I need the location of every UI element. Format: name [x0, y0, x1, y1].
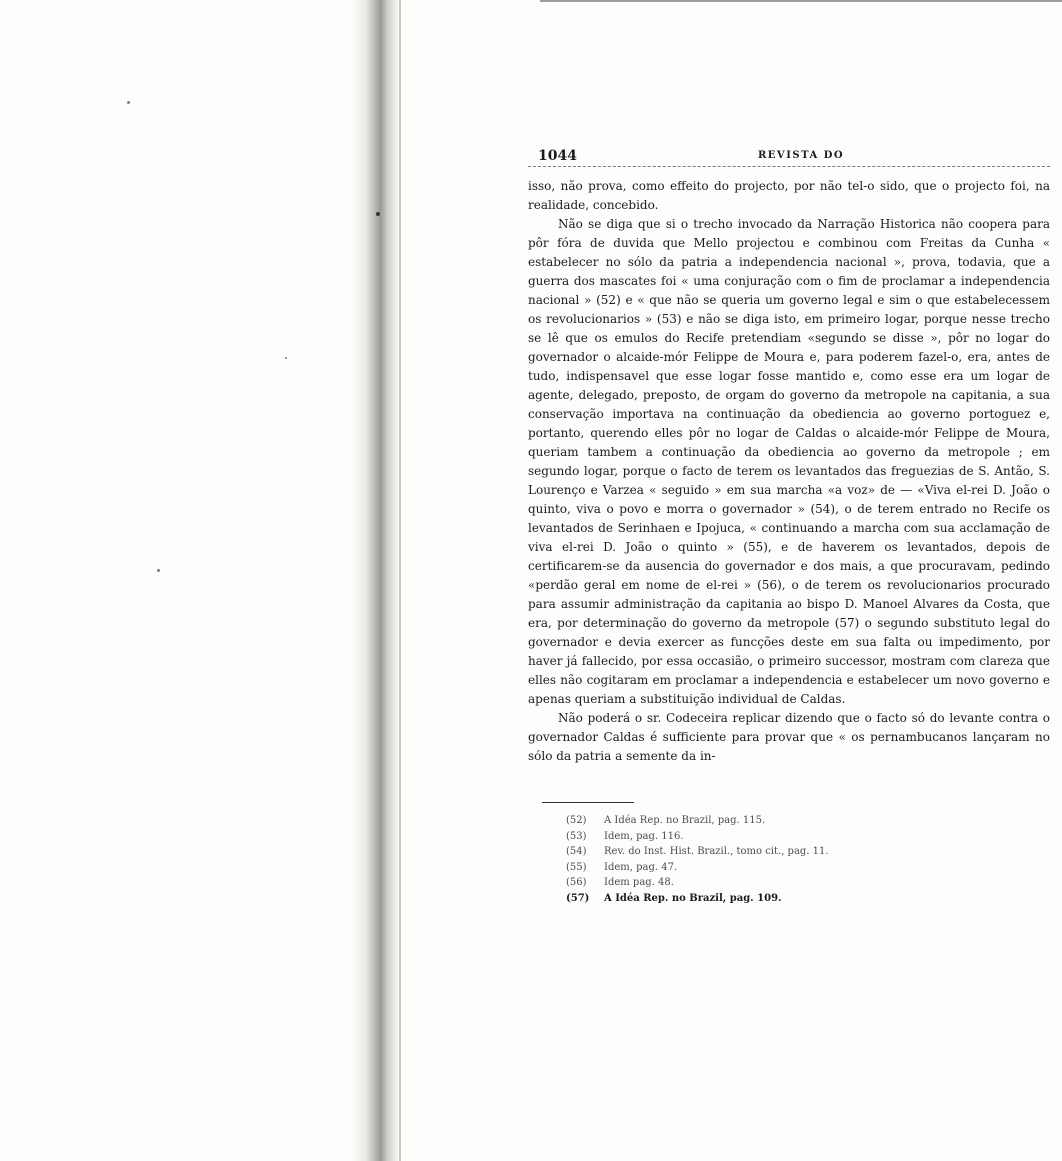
footnote [566, 875, 1050, 891]
footnote [566, 829, 1050, 845]
footnote-text: Rev. do Inst. Hist. Brazil., tomo cit., pag. 11. [604, 846, 829, 857]
footnote-separator [542, 802, 634, 803]
paragraph: Não poderá o sr. Codeceira replicar dizendo que o facto só do levante contra o governador Caldas é sufficiente para provar que « os pernambucanos lançaram no sólo da patria a semente da in- [528, 711, 1050, 763]
page-number: 1044 [538, 148, 577, 164]
gutter-edge-line [399, 0, 401, 1161]
footnote-number: (53) [566, 830, 587, 842]
footnote-number: (56) [566, 877, 587, 888]
footnote-text: Idem pag. 48. [604, 877, 674, 888]
footnote-text: A Idéa Rep. no Brazil, pag. 109. [604, 892, 782, 904]
scan-speck [285, 357, 287, 359]
top-page-edge [540, 0, 1062, 2]
scan-speck [376, 212, 380, 216]
footnote-number: (54) [566, 846, 587, 857]
footnote [566, 813, 1050, 829]
footnote-text: Idem, pag. 116. [604, 830, 684, 842]
footnote-number: (57) [566, 892, 590, 904]
footnote-text: A Idéa Rep. no Brazil, pag. 115. [604, 815, 766, 826]
book-page [528, 144, 1050, 906]
footnote [566, 844, 1050, 860]
running-head-title: REVISTA DO [758, 150, 845, 161]
body-text [528, 177, 1050, 766]
footnote [566, 891, 1050, 907]
scan-speck [127, 101, 130, 104]
paragraph: Não se diga que si o trecho invocado da Narração Historica não coopera para pôr fóra de duvida que Mello projectou e combinou com Freitas da Cunha « estabelecer no sólo da patria a independencia nacional », prova, todavia, que a guerra dos mascates foi « uma conjuração com o fim de proclamar a independencia nacional » (52) e « que não se queria um governo legal e sim o que estabelecessem os revolucionarios » (53) e não se diga isto, em primeiro logar, porque nesse trecho se lê que os emulos do Recife pretendiam «segundo se disse », pôr no logar do governador o alcaide-mór Felippe de Moura e, para poderem fazel-o, era, antes de tudo, indispensavel que esse logar fosse mantido e, como esse era um logar de agente, delegado, preposto, de orgam do governo da metropole na capitania, a sua conservação importava na continuação da obediencia ao governo portoguez e, portanto, querendo elles pôr no logar de Caldas o alcaide-mór Felippe de Moura, queriam tambem a continuação da obediencia ao governo da metropole ; em segundo logar, porque o facto de terem os levantados das freguezias de S. Antão, S. Lourenço e Varzea « seguido » em sua marcha «a voz» de — «Viva el-rei D. João o quinto, viva o povo e morra o governador » (54), o de terem entrado no Recife os levantados de Serinhaen e Ipojuca, « continuando a marcha com sua acclamação de viva el-rei D. João o quinto » (55), e de haverem os levantados, depois de certificarem-se da ausencia do governador e dos mais, a que procuravam, pedindo «perdão geral em nome de el-rei » (56), o de terem os revolucionarios procurado para assumir administração da capitania ao bispo D. Manoel Alvares da Costa, que era, por determinação do governo da metropole (57) o segundo substituto legal do governador e devia exercer as funcções deste em sua falta ou impedimento, por haver já fallecido, por essa occasião, o primeiro successor, mostram com clareza que elles não cogitaram em proclamar a independencia e estabelecer um novo governo e apenas queriam a substituição individual de Caldas. [528, 217, 1050, 706]
header-rule [528, 166, 1050, 167]
scan-speck [157, 569, 160, 572]
footnote [566, 860, 1050, 876]
book-gutter-shadow [352, 0, 398, 1161]
footnote-text: Idem, pag. 47. [604, 861, 678, 873]
footnotes [528, 813, 1050, 906]
footnote-number: (52) [566, 815, 587, 826]
footnote-number: (55) [566, 861, 587, 873]
running-head [528, 144, 1050, 166]
paragraph-continuation: isso, não prova, como effeito do projecto, por não tel-o sido, que o projecto foi, na realidade, concebido. [528, 179, 1050, 212]
